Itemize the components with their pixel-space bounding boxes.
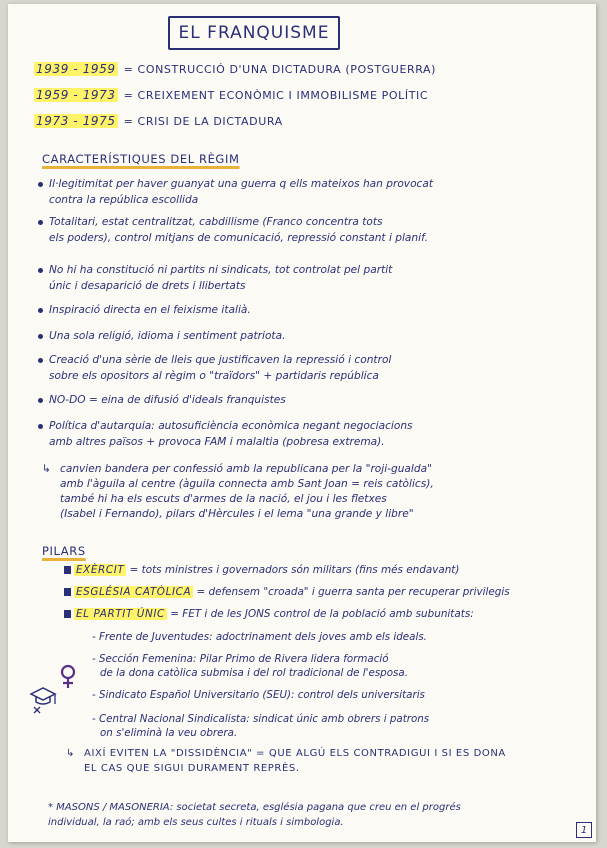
- pillar-text: = FET i de les JONS control de la població amb subunitats:: [166, 608, 474, 620]
- footnote-line: individual, la raó; amb els seus cultes i rituals i simbologia.: [48, 817, 344, 828]
- list-item-text: únic i desaparició de drets i llibertats: [49, 280, 246, 292]
- arrow-right-icon: ↳: [42, 463, 51, 475]
- period-description: = CRISI DE LA DICTADURA: [123, 115, 283, 128]
- pillar-text: = tots ministres i governadors són militars (fins més endavant): [126, 564, 460, 576]
- period-description: = CREIXEMENT ECONÒMIC I IMMOBILISME POLÍTIC: [123, 89, 429, 102]
- bullet-icon: [38, 424, 43, 429]
- footnote: [48, 800, 568, 830]
- flag-note-line: canvien bandera per confessió amb la republicana per la "roji-gualda": [60, 463, 432, 475]
- graduation-cap-icon: [28, 684, 58, 714]
- footnote-line: * MASONS / MASONERIA: societat secreta, església pagana que creu en el progrés: [48, 802, 461, 813]
- list-item-text: Inspiració directa en el feixisme italià.: [49, 304, 251, 316]
- bullet-icon: [38, 182, 43, 187]
- section-title-characteristics: CARACTERÍSTIQUES DEL RÈGIM: [42, 152, 240, 166]
- flag-note: [42, 462, 572, 522]
- flag-note-line: amb l'àguila al centre (àguila connecta amb Sant Joan = reis catòlics),: [60, 478, 434, 490]
- period-years: 1939 - 1959: [36, 62, 116, 76]
- list-item: [38, 302, 558, 318]
- list-item-text: amb altres països + provoca FAM i malaltia (pobresa extrema).: [49, 436, 385, 448]
- subunit-text: de la dona catòlica submisa i del rol tradicional de l'esposa.: [100, 667, 408, 679]
- list-item: [38, 352, 558, 384]
- subunit-text: - Central Nacional Sindicalista: sindicat únic amb obrers i patrons: [92, 713, 430, 725]
- list-item: [38, 214, 558, 246]
- bullet-icon: [38, 358, 43, 363]
- bullet-icon: [38, 308, 43, 313]
- pillar-item: [64, 584, 510, 600]
- period-description: = CONSTRUCCIÓ D'UNA DICTADURA (POSTGUERRA): [123, 63, 437, 76]
- list-item-text: No hi ha constitució ni partits ni sindicats, tot controlat pel partit: [49, 264, 393, 276]
- list-item: [38, 176, 558, 208]
- notebook-page: [8, 4, 596, 842]
- list-item-text: contra la república escollida: [49, 194, 199, 206]
- pillar-label: EXÈRCIT: [76, 564, 125, 576]
- bullet-icon: [38, 334, 43, 339]
- subunit-text: - Sindicato Español Universitario (SEU): control dels universitaris: [92, 689, 425, 701]
- list-item-text: NO-DO = eina de difusió d'ideals franquistes: [49, 394, 286, 406]
- flag-note-line: també hi ha els escuts d'armes de la nació, el jou i les fletxes: [60, 493, 387, 505]
- period-row: [34, 62, 440, 76]
- period-row: [34, 88, 432, 102]
- bullet-icon: [38, 220, 43, 225]
- pillar-item: [64, 606, 474, 622]
- subunit-text: on s'eliminà la veu obrera.: [100, 727, 238, 739]
- list-item: [38, 392, 558, 408]
- subunit-text: - Sección Femenina: Pilar Primo de Rivera lidera formació: [92, 653, 389, 665]
- period-years: 1973 - 1975: [36, 114, 116, 128]
- period-years: 1959 - 1973: [36, 88, 116, 102]
- female-symbol-icon: [58, 664, 78, 690]
- list-item: [38, 328, 558, 344]
- bullet-icon: [38, 398, 43, 403]
- number-marker-icon: [64, 588, 71, 596]
- number-marker-icon: [64, 566, 71, 574]
- subunit-item: [92, 688, 562, 702]
- dissidence-note: [66, 746, 596, 776]
- section-title-pillars: PILARS: [42, 544, 86, 558]
- dissidence-line: AIXÍ EVITEN LA "DISSIDÈNCIA" = QUE ALGÚ ELS CONTRADIGUI I SI ES DONA: [84, 748, 506, 759]
- arrow-right-icon: ↳: [66, 748, 75, 759]
- pillar-item: [64, 562, 459, 578]
- list-item: [38, 262, 558, 294]
- list-item-text: Política d'autarquia: autosuficiència econòmica negant negociacions: [49, 420, 413, 432]
- pillar-label: ESGLÉSIA CATÒLICA: [76, 586, 192, 598]
- period-row: [34, 114, 287, 128]
- flag-note-line: (Isabel i Fernando), pilars d'Hèrcules i el lema "una grande y libre": [60, 508, 414, 520]
- list-item-text: Una sola religió, idioma i sentiment patriota.: [49, 330, 286, 342]
- pillar-label: EL PARTIT ÚNIC: [76, 608, 165, 620]
- page-number: 1: [576, 822, 592, 838]
- subunit-text: - Frente de Juventudes: adoctrinament dels joves amb els ideals.: [92, 631, 427, 643]
- subunit-item: [92, 630, 562, 644]
- list-item-text: Il·legitimitat per haver guanyat una guerra q ells mateixos han provocat: [49, 178, 434, 190]
- list-item-text: Totalitari, estat centralitzat, cabdillisme (Franco concentra tots: [49, 216, 383, 228]
- list-item-text: sobre els opositors al règim o "traïdors" + partidaris república: [49, 370, 379, 382]
- list-item: [38, 418, 558, 450]
- subunit-item: [92, 652, 562, 680]
- page-title: EL FRANQUISME: [168, 16, 340, 50]
- number-marker-icon: [64, 610, 71, 618]
- list-item-text: els poders), control mitjans de comunicació, repressió constant i planif.: [49, 232, 428, 244]
- pillar-text: = defensem "croada" i guerra santa per recuperar privilegis: [193, 586, 510, 598]
- list-item-text: Creació d'una sèrie de lleis que justificaven la repressió i control: [49, 354, 392, 366]
- dissidence-line: EL CAS QUE SIGUI DURAMENT REPRÈS.: [84, 763, 300, 774]
- subunit-item: [92, 712, 562, 740]
- bullet-icon: [38, 268, 43, 273]
